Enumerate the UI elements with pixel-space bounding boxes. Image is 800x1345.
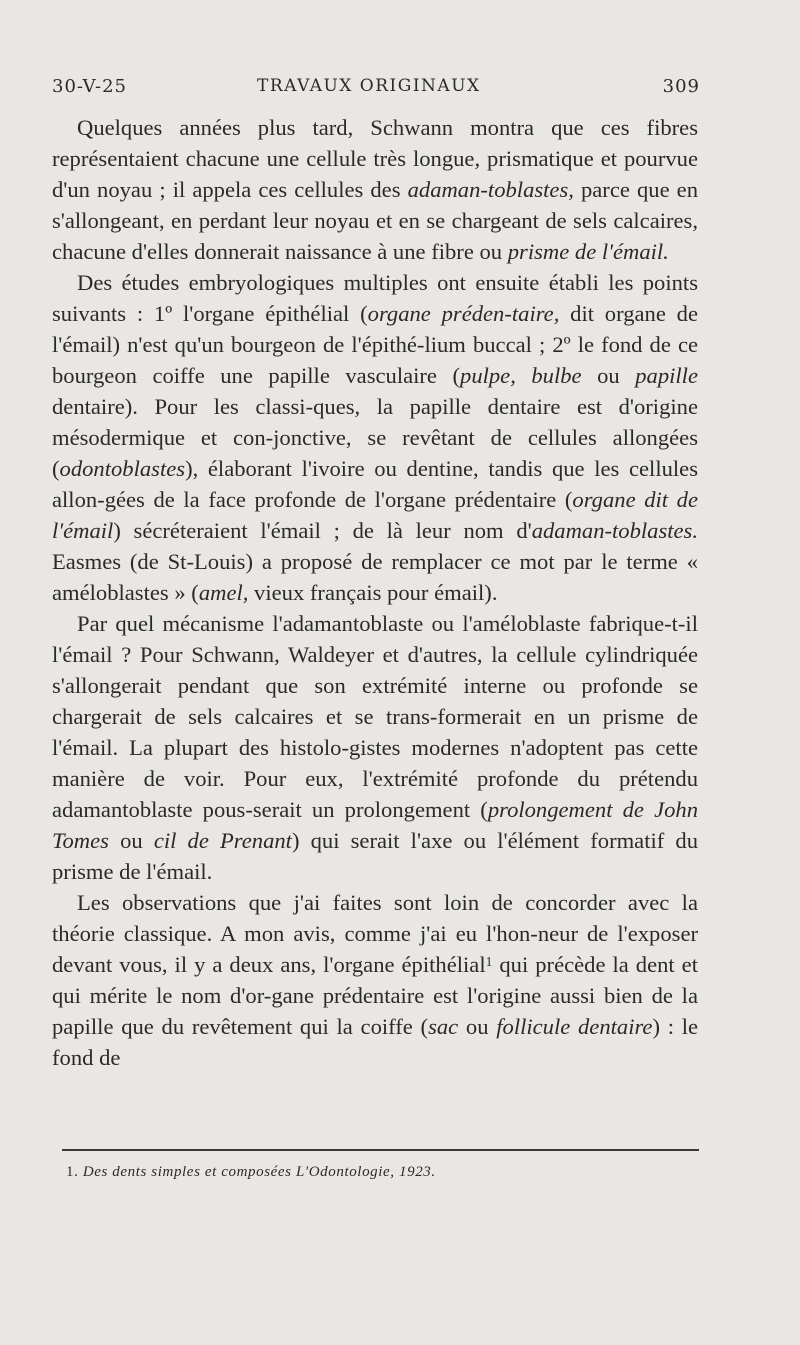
- running-head: [52, 76, 702, 104]
- page-number: 309: [662, 76, 700, 97]
- italic-term: organe préden-taire,: [367, 301, 560, 326]
- paragraph-2: [52, 267, 698, 608]
- page-date: 30-V-25: [52, 76, 128, 97]
- italic-term: sac: [428, 1014, 459, 1039]
- footnote-divider: [62, 1149, 699, 1151]
- text-run: ) : le fond de: [52, 1014, 699, 1070]
- text-run: ), élaborant l'ivoire ou dentine, tandis que les cellules allon-gées de la face profonde de l'organe prédentaire (: [52, 456, 698, 512]
- italic-term: odontoblastes: [59, 456, 186, 481]
- italic-term: adaman-toblastes.: [531, 518, 698, 543]
- text-run: Quelques années plus tard, Schwann montra que ces fibres représentaient chacune une cellule très longue, prismatique et pourvue d'un noyau ; il appela ces cellules des: [52, 115, 698, 202]
- text-run: ou: [581, 363, 636, 388]
- body-text: [52, 112, 698, 1073]
- text-run: dit organe de l'émail) n'est qu'un bourgeon de l'épithé-lium buccal ; 2º le fond de ce bourgeon coiffe une papille vasculaire (: [52, 301, 698, 388]
- text-run: ou: [458, 1014, 497, 1039]
- paragraph-1: [52, 112, 698, 267]
- italic-term: organe dit de l'émail: [52, 487, 698, 543]
- text-run: Des études embryologiques multiples ont ensuite établi les points suivants : 1º l'organe épithélial (: [52, 270, 698, 326]
- text-run: Easmes (de St-Louis) a proposé de remplacer ce mot par le terme « améloblastes » (: [52, 549, 698, 605]
- footnote-text: Des dents simples et composées L'Odontologie, 1923.: [82, 1164, 436, 1180]
- italic-term: follicule dentaire: [496, 1014, 653, 1039]
- italic-term: prolongement de John Tomes: [52, 797, 698, 853]
- footnote-reference: 1: [485, 953, 493, 969]
- italic-term: cil de Prenant: [153, 828, 292, 853]
- text-run: vieux français pour émail).: [248, 580, 498, 605]
- paragraph-4: [52, 887, 698, 1073]
- italic-term: papille: [635, 363, 698, 388]
- italic-term: adaman-toblastes,: [407, 177, 574, 202]
- italic-term: prisme de l'émail.: [507, 239, 669, 264]
- text-run: ou: [108, 828, 154, 853]
- paragraph-3: [52, 608, 698, 887]
- text-run: dentaire). Pour les classi-ques, la papille dentaire est d'origine mésodermique et con-jonctive, se revêtant de cellules allongées (: [52, 394, 698, 481]
- italic-term: pulpe, bulbe: [460, 363, 582, 388]
- section-title: TRAVAUX ORIGINAUX: [257, 76, 481, 96]
- text-run: qui précède la dent et qui mérite le nom d'or-gane prédentaire est l'origine aussi bien de la papille que du revêtement qui la coiffe (: [52, 952, 698, 1039]
- text-run: Par quel mécanisme l'adamantoblaste ou l'améloblaste fabrique-t-il l'émail ? Pour Schwann, Waldeyer et d'autres, la cellule cylindriquée s'allongerait pendant que son extrémité interne ou profonde se chargerait de sels calcaires et se trans-formerait en un prisme de l'émail. La plupart des histolo-gistes modernes n'adoptent pas cette manière de voir. Pour eux, l'extrémité profonde du prétendu adamantoblaste pous-serait un prolongement (: [52, 611, 698, 822]
- italic-term: amel,: [198, 580, 249, 605]
- text-run: parce que en s'allongeant, en perdant leur noyau et en se chargeant de sels calcaires, chacune d'elles donnerait naissance à une fibre ou: [52, 177, 698, 264]
- text-run: ) qui serait l'axe ou l'élément formatif du prisme de l'émail.: [52, 828, 699, 884]
- footnote-number: 1.: [66, 1164, 79, 1180]
- text-run: ) sécréteraient l'émail ; de là leur nom d': [113, 518, 532, 543]
- footnote: [66, 1162, 706, 1182]
- text-run: Les observations que j'ai faites sont loin de concorder avec la théorie classique. A mon avis, comme j'ai eu l'hon-neur de l'exposer devant vous, il y a deux ans, l'organe épithélial: [52, 890, 698, 977]
